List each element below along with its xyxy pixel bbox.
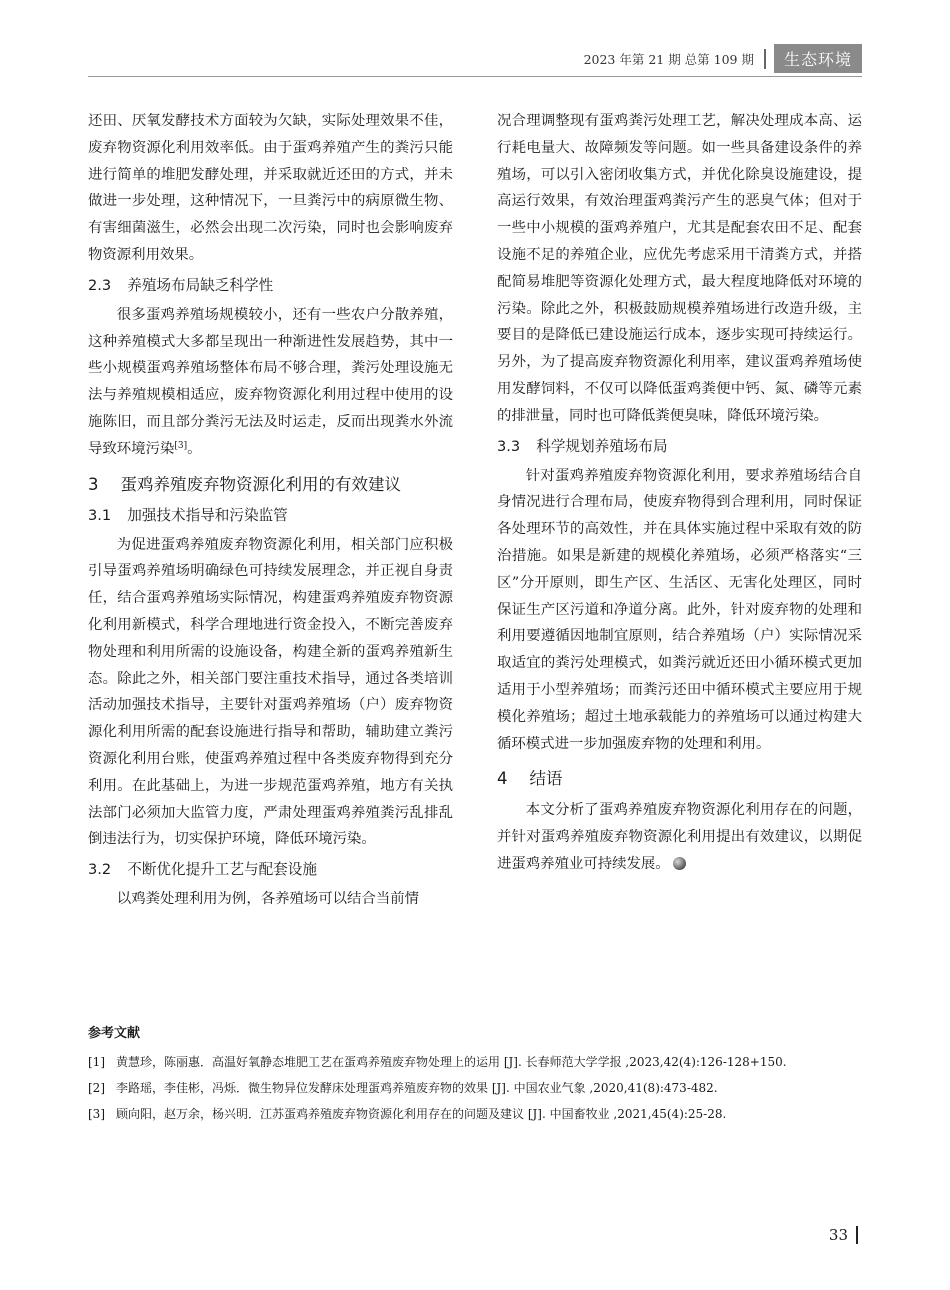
heading-number: 4 [497,769,508,789]
heading-text: 蛋鸡养殖废弃物资源化利用的有效建议 [120,474,401,494]
reference-item [88,1075,868,1101]
heading-text: 加强技术指导和污染监管 [127,506,288,524]
heading-number: 3.3 [497,437,521,455]
paragraph-3-2-continued: 况合理调整现有蛋鸡粪污处理工艺，解决处理成本高、运行耗电量大、故障频发等问题。如一些具备建设条件的养殖场，可以引入密闭收集方式，并优化除臭设施建设，提高运行效果，有效治理蛋鸡粪污产生的恶臭气体；但对于一些中小规模的蛋鸡养殖户，尤其是配套农田不足、配套设施不足的养殖企业，应优先考虑采用干清粪方式，并搭配简易堆肥等资源化处理方式，最大程度地降低对环境的污染。除此之外，积极鼓励规模养殖场进行改造升级，主要目的是降低已建设施运行成本，逐步实现可持续运行。另外，为了提高废弃物资源化利用率，建议蛋鸡养殖场使用发酵饲料，不仅可以降低蛋鸡粪便中钙、氮、磷等元素的排泄量，同时也可降低粪便臭味，降低环境污染。 [497,113,862,424]
paragraph-3-2-start: 以鸡粪处理利用为例，各养殖场可以结合当前情 [116,891,420,908]
heading-3-1 [88,503,453,529]
reference-item [88,1101,868,1127]
references [88,1022,868,1127]
reference-item [88,1049,868,1075]
reference-text: 黄慧珍，陈丽惠．高温好氧静态堆肥工艺在蛋鸡养殖废弃物处理上的运用 [J]. 长春师范大学学报 ,2023,42(4):126-128+150. [116,1055,787,1069]
page-number [829,1226,858,1244]
heading-number: 3 [88,474,99,494]
references-title: 参考文献 [88,1026,141,1041]
page-number-text: 33 [828,1226,848,1244]
reference-number: [1] [88,1055,105,1069]
paragraph-2-3 [88,302,453,463]
reference-text: 顾向阳，赵万余，杨兴明．江苏蛋鸡养殖废弃物资源化利用存在的问题及建议 [J]. 中国畜牧业 ,2021,45(4):25-28. [116,1107,727,1121]
heading-4 [497,765,862,793]
left-column [88,108,453,913]
header-rule [88,76,862,77]
paragraph-conclusion [497,797,862,877]
paragraph-text: 很多蛋鸡养殖场规模较小，还有一些农户分散养殖，这种养殖模式大多都呈现出一种渐进性发展趋势，其中一些小规模蛋鸡养殖场整体布局不够合理，粪污处理设施无法与养殖规模相适应，废弃物资源化利用过程中使用的设施陈旧，而且部分粪污无法及时运走，反而出现粪水外流导致环境污染 [88,306,453,457]
issue-info: 2023 年第 21 期 总第 109 期 [583,51,754,67]
heading-number: 3.1 [88,506,112,524]
paragraph-3-3: 针对蛋鸡养殖废弃物资源化利用，要求养殖场结合自身情况进行合理布局，使废弃物得到合理利用，同时保证各处理环节的高效性，并在具体实施过程中采取有效的防治措施。如果是新建的规模化养殖场，必须严格落实“三区”分开原则，即生产区、生活区、无害化处理区，同时保证生产区污道和净道分离。此外，针对废弃物的处理和利用要遵循因地制宜原则，结合养殖场（户）实际情况采取适宜的粪污处理模式，如粪污就近还田小循环模式更加适用于小型养殖场；而粪污还田中循环模式主要应用于规模化养殖场；超过土地承载能力的养殖场可以通过构建大循环模式进一步加强废弃物的处理和利用。 [497,467,862,752]
page-number-bar [856,1226,858,1244]
heading-3-3 [497,434,862,460]
header-divider [764,49,766,69]
paragraph-end: 。 [187,440,202,457]
citation: [3] [174,440,188,451]
section-tag: 生态环境 [774,44,862,73]
heading-number: 3.2 [88,861,112,879]
heading-2-3 [88,273,453,299]
reference-text: 李路瑶，李佳彬，冯烁．微生物异位发酵床处理蛋鸡养殖废弃物的效果 [J]. 中国农业气象 ,2020,41(8):473-482. [116,1081,718,1095]
right-column [497,108,862,878]
heading-number: 2.3 [88,276,112,294]
paragraph-3-1: 为促进蛋鸡养殖废弃物资源化利用，相关部门应积极引导蛋鸡养殖场明确绿色可持续发展理念，并正视自身责任，结合蛋鸡养殖场实际情况，构建蛋鸡养殖废弃物资源化利用新模式，科学合理地进行资金投入，不断完善废弃物处理和利用所需的设施设备，构建全新的蛋鸡养殖新生态。除此之外，相关部门要注重技术指导，通过各类培训活动加强技术指导，主要针对蛋鸡养殖场（户）废弃物资源化利用所需的配套设施进行指导和帮助，辅助建立粪污资源化利用台账，使蛋鸡养殖过程中各类废弃物得到充分利用。在此基础上，为进一步规范蛋鸡养殖，地方有关执法部门必须加大监管力度，严肃处理蛋鸡养殖粪污乱排乱倒违法行为，切实保护环境，降低环境污染。 [88,536,453,848]
page-header [584,44,862,73]
paragraph-text: 本文分析了蛋鸡养殖废弃物资源化利用存在的问题，并针对蛋鸡养殖废弃物资源化利用提出有效建议，以期促进蛋鸡养殖业可持续发展。 [497,802,862,872]
heading-text: 不断优化提升工艺与配套设施 [127,861,317,879]
heading-text: 结语 [529,769,563,789]
heading-text: 科学规划养殖场布局 [536,437,668,455]
heading-3-2 [88,857,453,883]
reference-number: [2] [88,1081,105,1095]
heading-3 [88,471,453,499]
reference-number: [3] [88,1107,105,1121]
heading-text: 养殖场布局缺乏科学性 [127,276,274,294]
paragraph-continued: 还田、厌氧发酵技术方面较为欠缺，实际处理效果不佳，废弃物资源化利用效率低。由于蛋鸡养殖产生的粪污只能进行简单的堆肥发酵处理，并采取就近还田的方式，并未做进一步处理，这种情况下，一旦粪污中的病原微生物、有害细菌滋生，必然会出现二次污染，同时也会影响废弃物资源利用效果。 [88,113,453,263]
end-mark-icon [673,857,686,870]
